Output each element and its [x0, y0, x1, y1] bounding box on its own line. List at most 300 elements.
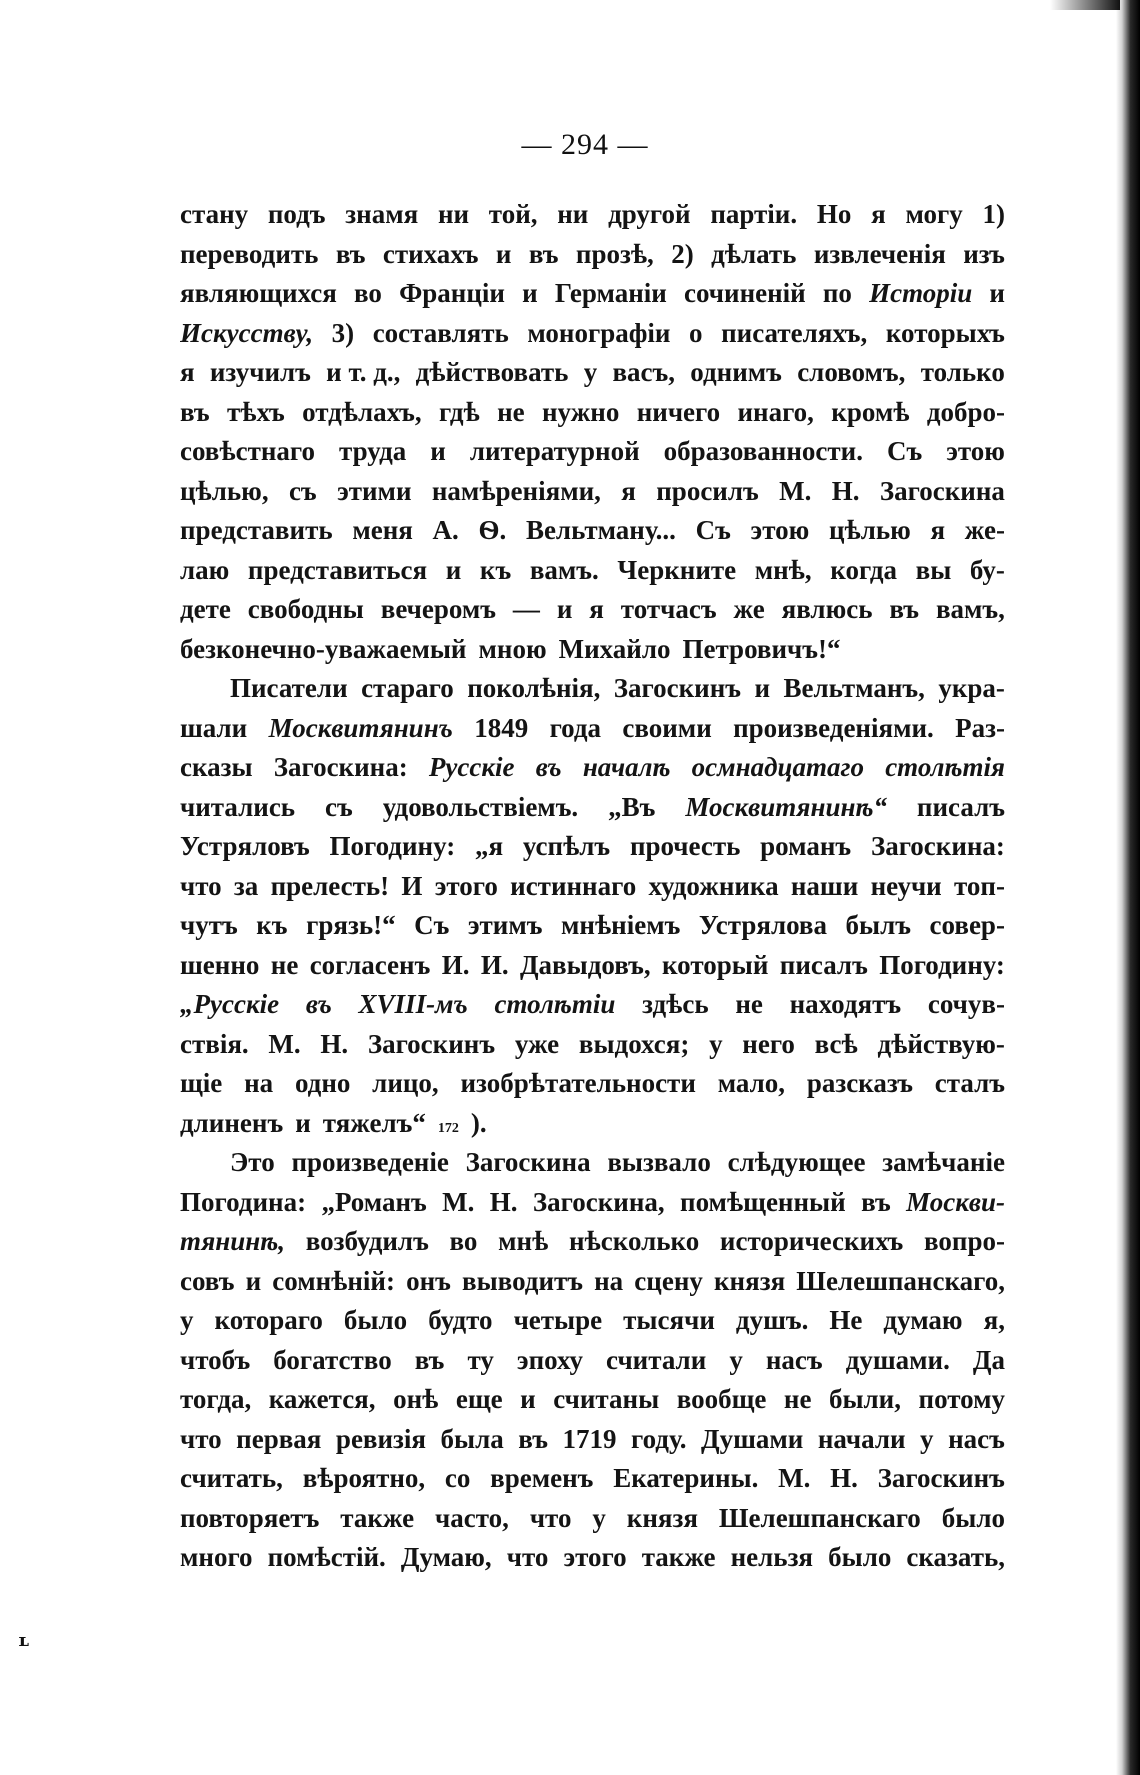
word: представиться: [247, 554, 428, 585]
word: чутъ: [180, 910, 238, 940]
text-line: [180, 634, 1005, 674]
word: Загоскина:: [273, 752, 408, 782]
word: М.: [268, 1028, 301, 1059]
word: могу: [905, 199, 963, 229]
word: бу-: [969, 554, 1005, 585]
word: знамя: [345, 199, 419, 229]
word: Давыдовъ,: [519, 949, 651, 980]
word: сочув-: [927, 989, 1005, 1019]
word: явлюсь: [781, 594, 873, 624]
word: этою: [750, 515, 810, 545]
word: въ: [180, 396, 210, 427]
text-line: [180, 910, 1005, 950]
word: Погодину:: [879, 949, 1005, 980]
word: этою: [946, 436, 1005, 466]
word: уже: [514, 1028, 560, 1059]
word: въ: [535, 752, 562, 782]
word: думаю: [883, 1305, 963, 1335]
word: потому: [918, 1384, 1005, 1414]
word: дѣлать: [711, 238, 797, 269]
word: что: [180, 1423, 222, 1454]
word: прочесть: [629, 831, 741, 861]
word: помѣщенный: [680, 1186, 846, 1217]
word: словомъ,: [797, 357, 906, 387]
word: Съ: [695, 515, 731, 545]
word: помѣстій.: [267, 1542, 386, 1572]
word: 1719: [562, 1423, 617, 1454]
word: А.: [432, 515, 459, 545]
word: „Въ: [608, 791, 656, 822]
word: Загоскина: [465, 1147, 591, 1177]
word: одно: [294, 1068, 351, 1098]
word: Съ: [414, 910, 450, 940]
word: извлеченія: [813, 238, 946, 269]
word: эпоху: [516, 1344, 583, 1375]
word: художника: [648, 870, 779, 901]
word: писателяхъ,: [721, 317, 868, 348]
word: въ: [528, 238, 559, 269]
word: вы: [915, 554, 952, 585]
word: сомнѣній:: [272, 1265, 395, 1296]
word: Черкните: [617, 554, 737, 585]
word: тяжелъ“: [322, 1107, 426, 1138]
word: стараго: [361, 673, 454, 703]
word: другой: [608, 199, 691, 229]
word: Загоскина,: [532, 1186, 665, 1217]
word: этими: [337, 475, 412, 506]
word: тысячи: [623, 1305, 715, 1335]
word: стану: [180, 199, 249, 229]
word: Н.: [830, 1463, 858, 1493]
word: мнѣ: [498, 1226, 549, 1256]
word: четыре: [513, 1305, 603, 1335]
word: писалъ: [779, 949, 868, 980]
word: мною: [478, 633, 547, 664]
word: сказать,: [906, 1542, 1005, 1572]
word: я: [930, 515, 946, 545]
word: Съ: [886, 436, 923, 466]
word: не: [270, 949, 299, 980]
word: на: [594, 1265, 624, 1296]
word: у: [592, 1502, 606, 1533]
word: Да: [972, 1344, 1005, 1375]
word: вѣроятно,: [302, 1463, 426, 1493]
word: года: [549, 712, 602, 743]
text-line: [180, 1266, 1005, 1306]
word: столѣтія: [885, 752, 1005, 782]
word: у: [920, 1423, 934, 1454]
text-line: [180, 357, 1005, 397]
word: чтобъ: [180, 1344, 251, 1375]
word: Но: [816, 199, 852, 229]
word: къ: [256, 910, 288, 940]
word: —: [512, 594, 540, 624]
word: что: [506, 1542, 549, 1572]
word: не: [735, 989, 763, 1019]
text-line: [180, 239, 1005, 279]
word: вамъ,: [935, 594, 1005, 624]
word: вообще: [676, 1384, 767, 1414]
word: М.: [779, 475, 812, 506]
text-line: [180, 752, 1005, 792]
word: былъ: [845, 910, 912, 940]
text-line: [180, 1029, 1005, 1069]
word: осмнадцатаго: [691, 752, 865, 782]
word: нужно: [542, 396, 620, 427]
word: инаго,: [737, 396, 814, 427]
word: Н.: [320, 1028, 349, 1059]
word: Не: [829, 1305, 863, 1335]
word: еще: [455, 1384, 503, 1414]
word: въ: [414, 1344, 445, 1375]
word: находятъ: [789, 989, 902, 1019]
word: совер-: [929, 910, 1005, 940]
text-line: [180, 318, 1005, 358]
word: Петровичъ!“: [682, 633, 841, 664]
word: произведеніе: [291, 1147, 449, 1177]
word: и: [295, 1107, 311, 1138]
word: Франціи: [399, 278, 505, 308]
word: у: [709, 1028, 723, 1059]
word: добро-: [926, 396, 1005, 427]
word: и: [245, 1265, 262, 1296]
text-line: [180, 1187, 1005, 1227]
word: вопро-: [924, 1226, 1005, 1256]
word: историческихъ: [719, 1226, 904, 1256]
word: И.: [480, 949, 509, 980]
word: Н.: [489, 1186, 518, 1217]
text-line: [180, 436, 1005, 476]
text-line: [180, 476, 1005, 516]
word: кромѣ: [831, 396, 910, 427]
word: считаны: [553, 1384, 660, 1414]
word: составлять: [372, 317, 509, 348]
word: Думаю,: [400, 1542, 492, 1572]
word: укра-: [938, 673, 1005, 703]
text-line: [180, 555, 1005, 595]
text-line: [180, 673, 1005, 713]
word: ту: [467, 1344, 494, 1375]
text-line: длиненъ и тяжелъ“ 172 ).: [180, 1107, 487, 1138]
word: Вельтманъ,: [783, 673, 925, 703]
word: вамъ.: [529, 554, 599, 585]
word: Москвитянинѣ“: [685, 791, 887, 822]
word: переводить: [180, 238, 319, 269]
word: Душами: [701, 1423, 804, 1454]
word: ревизія: [335, 1423, 427, 1454]
word: однимъ: [690, 357, 782, 387]
word: 3): [331, 317, 355, 348]
word: съ: [325, 791, 353, 822]
word: началѣ: [582, 752, 671, 782]
word: къ: [479, 554, 512, 585]
word: „я: [474, 831, 504, 861]
word: этимъ: [467, 910, 543, 940]
word: князя: [714, 1265, 786, 1296]
word: Н.: [831, 475, 860, 506]
word: длиненъ: [180, 1107, 284, 1138]
word: тѣхъ: [227, 396, 285, 427]
word: истиннаго: [510, 870, 637, 901]
text-line: [180, 1503, 1005, 1543]
word: читались: [180, 791, 296, 822]
word: лицо,: [372, 1068, 439, 1098]
word: прозѣ,: [575, 238, 654, 269]
word: по: [822, 278, 852, 308]
word: въ: [861, 1186, 891, 1217]
word: литературной: [469, 436, 640, 466]
word: изъ: [963, 238, 1005, 269]
word: гдѣ: [438, 396, 480, 427]
text-line: [180, 515, 1005, 555]
word: кажется,: [268, 1384, 376, 1414]
word: сочиненій: [684, 278, 806, 308]
word: 1): [982, 199, 1005, 229]
word: согласенъ: [309, 949, 431, 980]
word: XVIII-мъ: [358, 989, 468, 1019]
word: у: [583, 357, 598, 387]
word: возбудилъ: [305, 1226, 429, 1256]
word: въ: [889, 594, 920, 624]
word: ничего: [636, 396, 721, 427]
word: слѣдующее: [727, 1147, 866, 1177]
word: во: [449, 1226, 478, 1256]
text-line: [180, 989, 1005, 1029]
word: Устрялова: [698, 910, 828, 940]
word: было: [828, 1542, 892, 1572]
word: сказы: [180, 752, 253, 782]
word: Шелешпанскаго: [718, 1502, 921, 1533]
word: прелесть!: [270, 870, 390, 901]
word: намѣреніями,: [431, 475, 601, 506]
word: будто: [428, 1305, 493, 1335]
text-line: [180, 1463, 1005, 1503]
word: что: [180, 870, 222, 901]
word: и: [430, 436, 446, 466]
word: князя: [626, 1502, 698, 1533]
word: этого: [434, 870, 498, 901]
page-number: — 294 —: [521, 128, 649, 161]
word: этого: [563, 1542, 627, 1572]
word: считали: [606, 1344, 707, 1375]
word: совѣстнаго: [180, 436, 315, 466]
text-line: [180, 792, 1005, 832]
text-line: [180, 397, 1005, 437]
word: тогда,: [180, 1384, 252, 1414]
word: вечеромъ: [380, 594, 496, 624]
word: Загоскинъ: [877, 1463, 1005, 1493]
word: И: [401, 870, 423, 901]
text-line: [180, 1424, 1005, 1464]
word: которыхъ: [885, 317, 1005, 348]
word: было: [343, 1305, 408, 1335]
word: шенно: [180, 949, 260, 980]
word: Ѳ.: [478, 515, 507, 545]
word: съ: [288, 475, 317, 506]
text-line: [180, 1305, 1005, 1345]
word: также: [641, 1542, 716, 1572]
word: нельзя: [730, 1542, 814, 1572]
text-line: [180, 199, 1005, 239]
word: лаю: [180, 554, 230, 585]
word: который: [661, 949, 769, 980]
word: Погодина:: [180, 1186, 307, 1217]
word: много: [180, 1542, 253, 1572]
word: я: [871, 199, 886, 229]
text-line: [180, 871, 1005, 911]
word: душъ.: [735, 1305, 809, 1335]
word: сталъ: [934, 1068, 1005, 1098]
word: наши: [790, 870, 859, 901]
word: была: [440, 1423, 504, 1454]
word: не: [783, 1384, 812, 1414]
word: выдохся;: [578, 1028, 690, 1059]
word: во: [354, 278, 382, 308]
word: и: [522, 278, 538, 308]
book-spine-shadow: [1116, 0, 1140, 1775]
word: выводитъ: [462, 1265, 584, 1296]
scan-corner-mark: ʟ: [18, 1630, 30, 1651]
word: всѣ: [814, 1028, 858, 1059]
word: партіи.: [710, 199, 798, 229]
word: цѣлью: [828, 515, 911, 545]
word: совъ: [180, 1265, 235, 1296]
word: дѣйствую-: [877, 1028, 1005, 1059]
word: Загоскина:: [870, 831, 1005, 861]
word: и: [445, 554, 462, 585]
word: со: [444, 1463, 471, 1493]
word: изобрѣтательности: [460, 1068, 696, 1098]
word: Исторіи: [869, 278, 973, 308]
text-line: [180, 1068, 1005, 1108]
word: Это: [230, 1147, 275, 1177]
word: въ: [518, 1423, 548, 1454]
word: И.: [441, 949, 470, 980]
word: богатство: [273, 1344, 392, 1375]
text-line: [180, 831, 1005, 871]
word: Устряловъ: [180, 831, 310, 861]
word: Михайло: [558, 633, 671, 664]
text-line: [180, 1384, 1005, 1424]
word: образованности.: [663, 436, 863, 466]
word: Вельтману...: [525, 515, 676, 545]
word: тянинѣ,: [180, 1226, 285, 1256]
word: душами.: [845, 1344, 950, 1375]
word: той,: [488, 199, 538, 229]
word: здѣсь: [642, 989, 709, 1019]
word: мало,: [717, 1068, 786, 1098]
word: васъ,: [612, 357, 676, 387]
word: нѣсколько: [569, 1226, 700, 1256]
word: считать,: [180, 1463, 283, 1493]
text-line: [180, 594, 1005, 634]
word: „Романъ: [321, 1186, 427, 1217]
word: онѣ: [393, 1384, 439, 1414]
word: году.: [630, 1423, 687, 1454]
word: я,: [983, 1305, 1005, 1335]
word: Загоскина: [879, 475, 1005, 506]
word: сцену: [634, 1265, 703, 1296]
word: же-: [964, 515, 1005, 545]
word: него: [742, 1028, 795, 1059]
word: вызвало: [607, 1147, 711, 1177]
text-line: [180, 1226, 1005, 1266]
word: просилъ: [656, 475, 759, 506]
word: произведеніями.: [733, 712, 934, 743]
word: Русскіе: [428, 752, 515, 782]
word: М.: [778, 1463, 811, 1493]
word: начали: [817, 1423, 906, 1454]
word: насъ: [765, 1344, 823, 1375]
word: отдѣлахъ,: [302, 396, 422, 427]
word: о: [689, 317, 703, 348]
word: мнѣ,: [754, 554, 812, 585]
word: же: [733, 594, 765, 624]
word: М.: [442, 1186, 475, 1217]
word: труда: [339, 436, 407, 466]
word: были,: [828, 1384, 901, 1414]
word: безконечно-уважаемый: [180, 633, 467, 664]
word: подъ: [267, 199, 326, 229]
text-line: [180, 950, 1005, 990]
word: неучи: [870, 870, 942, 901]
word: въ: [305, 989, 332, 1019]
word: онъ: [406, 1265, 451, 1296]
word: также: [340, 1502, 415, 1533]
word: Москви-: [906, 1186, 1005, 1217]
word: и: [989, 278, 1005, 308]
word: и: [495, 238, 512, 269]
body-text: [180, 199, 1005, 1582]
word: романъ: [760, 831, 852, 861]
word: и: [520, 1384, 536, 1414]
word: повторяетъ: [180, 1502, 320, 1533]
word: щіе: [180, 1068, 223, 1098]
word: на: [244, 1068, 274, 1098]
word: у: [180, 1305, 194, 1335]
word: Екатерины.: [613, 1463, 759, 1493]
word: у: [729, 1344, 743, 1375]
word: ни: [437, 199, 470, 229]
text-line: [180, 1542, 1005, 1582]
word: часто,: [435, 1502, 509, 1533]
word: Шелешпанскаго,: [796, 1265, 1005, 1296]
word: являющихся: [180, 278, 337, 308]
word: ).: [470, 1107, 487, 1138]
word: Искусству,: [180, 317, 314, 348]
word: и т. д.,: [326, 357, 401, 387]
word: Москвитянинъ: [268, 712, 453, 743]
word: шали: [180, 712, 248, 743]
word: только: [920, 357, 1005, 387]
word: грязь!“: [306, 910, 396, 940]
word: дѣйствовать: [415, 357, 569, 387]
word: въ: [335, 238, 366, 269]
word: своими: [622, 712, 712, 743]
word: топ-: [954, 870, 1005, 901]
word: мнѣніемъ: [561, 910, 681, 940]
word: Писатели: [230, 673, 348, 703]
word: меня: [352, 515, 413, 545]
word: было: [941, 1502, 1005, 1533]
text-line: [180, 1345, 1005, 1385]
word: не: [497, 396, 525, 427]
word: Погодину:: [329, 831, 456, 861]
word: что: [529, 1502, 572, 1533]
word: временъ: [490, 1463, 594, 1493]
word: Германіи: [554, 278, 667, 308]
word: первая: [236, 1423, 322, 1454]
